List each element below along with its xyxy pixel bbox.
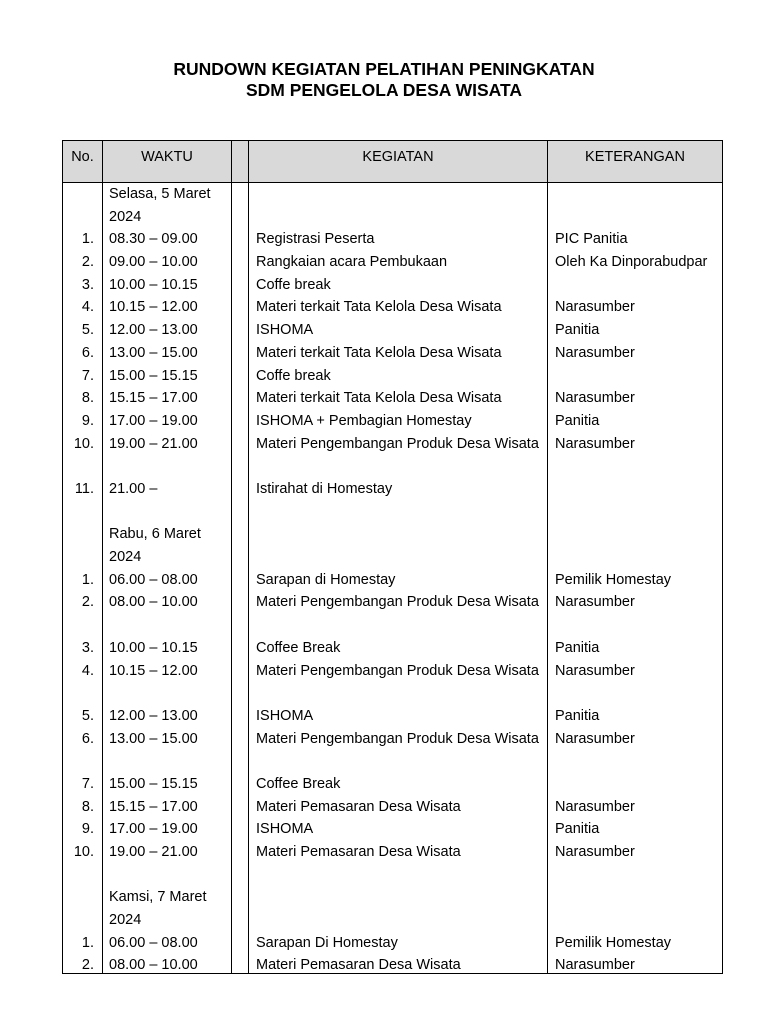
row-time: 17.00 – 19.00 bbox=[109, 821, 198, 838]
row-number: 3. bbox=[81, 276, 94, 293]
row-activity: ISHOMA + Pembagian Homestay bbox=[256, 412, 472, 429]
table-row bbox=[63, 183, 722, 228]
table-row bbox=[63, 660, 722, 705]
row-note: Pemilik Homestay bbox=[555, 934, 672, 951]
row-number: 2. bbox=[81, 254, 94, 271]
row-time: 10.00 – 10.15 bbox=[109, 639, 198, 656]
row-activity: Coffe break bbox=[256, 367, 331, 384]
table-row bbox=[63, 818, 722, 841]
row-time: 19.00 – 21.00 bbox=[109, 435, 198, 452]
table-row bbox=[63, 728, 722, 773]
table-row bbox=[63, 296, 722, 319]
table-row bbox=[63, 864, 722, 887]
row-number: 4. bbox=[81, 299, 94, 316]
row-note: Oleh Ka Dinporabudpar bbox=[555, 254, 708, 271]
title-line-1: RUNDOWN KEGIATAN PELATIHAN PENINGKATAN bbox=[173, 59, 595, 79]
row-time: 09.00 – 10.00 bbox=[109, 254, 198, 271]
row-time: 12.00 – 13.00 bbox=[109, 707, 198, 724]
row-time: 10.00 – 10.15 bbox=[109, 276, 198, 293]
row-time: Selasa, 5 Maret 2024 bbox=[109, 186, 211, 225]
row-time: 15.15 – 17.00 bbox=[109, 390, 198, 407]
header-activity: KEGIATAN bbox=[362, 149, 434, 165]
table-row bbox=[63, 342, 722, 365]
row-time: 15.00 – 15.15 bbox=[109, 775, 198, 792]
row-activity: Registrasi Peserta bbox=[256, 231, 375, 248]
table-row bbox=[63, 773, 722, 796]
table-row bbox=[63, 274, 722, 297]
table-row bbox=[63, 954, 722, 977]
row-number: 9. bbox=[81, 412, 94, 429]
table-row bbox=[63, 705, 722, 728]
row-note: Narasumber bbox=[555, 957, 635, 974]
row-note: Panitia bbox=[555, 639, 600, 656]
row-note: Panitia bbox=[555, 707, 600, 724]
table-row bbox=[63, 841, 722, 864]
row-note: Narasumber bbox=[555, 730, 635, 747]
row-activity: Coffe break bbox=[256, 276, 331, 293]
row-note: Narasumber bbox=[555, 299, 635, 316]
table-row bbox=[63, 637, 722, 660]
row-activity: ISHOMA bbox=[256, 707, 314, 724]
row-note: Narasumber bbox=[555, 798, 635, 815]
row-number: 11. bbox=[74, 480, 94, 497]
row-number: 8. bbox=[81, 390, 94, 407]
row-activity: Materi Pemasaran Desa Wisata bbox=[256, 957, 461, 974]
row-number: 7. bbox=[81, 367, 94, 384]
table-row bbox=[63, 251, 722, 274]
table-row bbox=[63, 569, 722, 592]
table-row bbox=[63, 319, 722, 342]
title-line-2: SDM PENGELOLA DESA WISATA bbox=[245, 80, 523, 100]
row-time: 13.00 – 15.00 bbox=[109, 344, 198, 361]
header-note: KETERANGAN bbox=[585, 149, 685, 165]
rundown-table bbox=[62, 140, 723, 974]
header-no: No. bbox=[71, 149, 94, 165]
table-row bbox=[63, 228, 722, 251]
row-note: Narasumber bbox=[555, 390, 635, 407]
row-number: 8. bbox=[81, 798, 94, 815]
table-row bbox=[63, 365, 722, 388]
row-time: 12.00 – 13.00 bbox=[109, 322, 198, 339]
row-number: 5. bbox=[81, 707, 94, 724]
row-number: 2. bbox=[81, 957, 94, 974]
table-row bbox=[63, 591, 722, 636]
header-time: WAKTU bbox=[141, 149, 193, 165]
row-activity: ISHOMA bbox=[256, 322, 314, 339]
row-note: Panitia bbox=[555, 412, 600, 429]
row-note: Pemilik Homestay bbox=[555, 571, 672, 588]
row-activity: Coffee Break bbox=[256, 639, 341, 656]
row-time: 17.00 – 19.00 bbox=[109, 412, 198, 429]
row-number: 2. bbox=[81, 594, 94, 611]
row-activity: Materi Pengembangan Produk Desa Wisata bbox=[256, 662, 539, 679]
row-activity: Coffee Break bbox=[256, 775, 341, 792]
row-number: 6. bbox=[81, 344, 94, 361]
row-activity: ISHOMA bbox=[256, 821, 314, 838]
table-row bbox=[63, 478, 722, 501]
row-activity: Materi Pemasaran Desa Wisata bbox=[256, 844, 461, 861]
row-time: 15.15 – 17.00 bbox=[109, 798, 198, 815]
row-time: 06.00 – 08.00 bbox=[109, 571, 198, 588]
row-number: 10. bbox=[73, 844, 94, 861]
row-note: Panitia bbox=[555, 821, 600, 838]
row-number: 1. bbox=[81, 571, 94, 588]
row-time: 13.00 – 15.00 bbox=[109, 730, 198, 747]
row-number: 3. bbox=[81, 639, 94, 656]
row-number: 1. bbox=[81, 934, 94, 951]
table-row bbox=[63, 932, 722, 955]
table-row bbox=[63, 501, 722, 524]
row-activity: Materi Pengembangan Produk Desa Wisata bbox=[256, 435, 539, 452]
row-activity: Sarapan Di Homestay bbox=[256, 934, 398, 951]
row-time: Kamsi, 7 Maret 2024 bbox=[109, 889, 207, 929]
table-body bbox=[63, 183, 722, 977]
table-row bbox=[63, 410, 722, 433]
document-title bbox=[0, 59, 768, 101]
table-row bbox=[63, 387, 722, 410]
row-time: 08.30 – 09.00 bbox=[109, 231, 198, 248]
row-activity: Materi Pengembangan Produk Desa Wisata bbox=[256, 730, 539, 747]
row-note: Narasumber bbox=[555, 435, 635, 452]
row-time: Rabu, 6 Maret 2024 bbox=[109, 526, 201, 566]
table-row bbox=[63, 433, 722, 478]
row-activity: Materi Pemasaran Desa Wisata bbox=[256, 798, 461, 815]
row-number: 7. bbox=[81, 775, 94, 792]
table-row bbox=[63, 886, 722, 931]
row-note: Narasumber bbox=[555, 662, 635, 679]
row-time: 15.00 – 15.15 bbox=[109, 367, 198, 384]
row-note: Panitia bbox=[555, 322, 600, 339]
row-number: 6. bbox=[81, 730, 94, 747]
row-time: 06.00 – 08.00 bbox=[109, 934, 198, 951]
row-number: 10. bbox=[73, 435, 94, 452]
row-note: Narasumber bbox=[555, 594, 635, 611]
row-activity: Rangkaian acara Pembukaan bbox=[256, 254, 448, 271]
row-note: PIC Panitia bbox=[555, 231, 628, 248]
table-header bbox=[63, 141, 722, 183]
row-time: 19.00 – 21.00 bbox=[109, 844, 198, 861]
row-time: 08.00 – 10.00 bbox=[109, 957, 198, 974]
table-row bbox=[63, 796, 722, 819]
row-time: 08.00 – 10.00 bbox=[109, 594, 198, 611]
row-number: 4. bbox=[81, 662, 94, 679]
row-note: Narasumber bbox=[555, 344, 635, 361]
row-number: 9. bbox=[81, 821, 94, 838]
row-time: 10.15 – 12.00 bbox=[109, 299, 198, 316]
row-number: 1. bbox=[81, 231, 94, 248]
row-time: 10.15 – 12.00 bbox=[109, 662, 198, 679]
row-activity: Sarapan di Homestay bbox=[256, 571, 396, 588]
row-activity: Materi Pengembangan Produk Desa Wisata bbox=[256, 594, 539, 611]
table-row bbox=[63, 523, 722, 568]
row-activity: Materi terkait Tata Kelola Desa Wisata bbox=[256, 390, 502, 407]
row-note: Narasumber bbox=[555, 844, 635, 861]
row-time: 21.00 – bbox=[109, 480, 158, 497]
row-activity: Materi terkait Tata Kelola Desa Wisata bbox=[256, 344, 502, 361]
row-activity: Istirahat di Homestay bbox=[256, 480, 393, 497]
row-number: 5. bbox=[81, 322, 94, 339]
row-activity: Materi terkait Tata Kelola Desa Wisata bbox=[256, 299, 502, 316]
